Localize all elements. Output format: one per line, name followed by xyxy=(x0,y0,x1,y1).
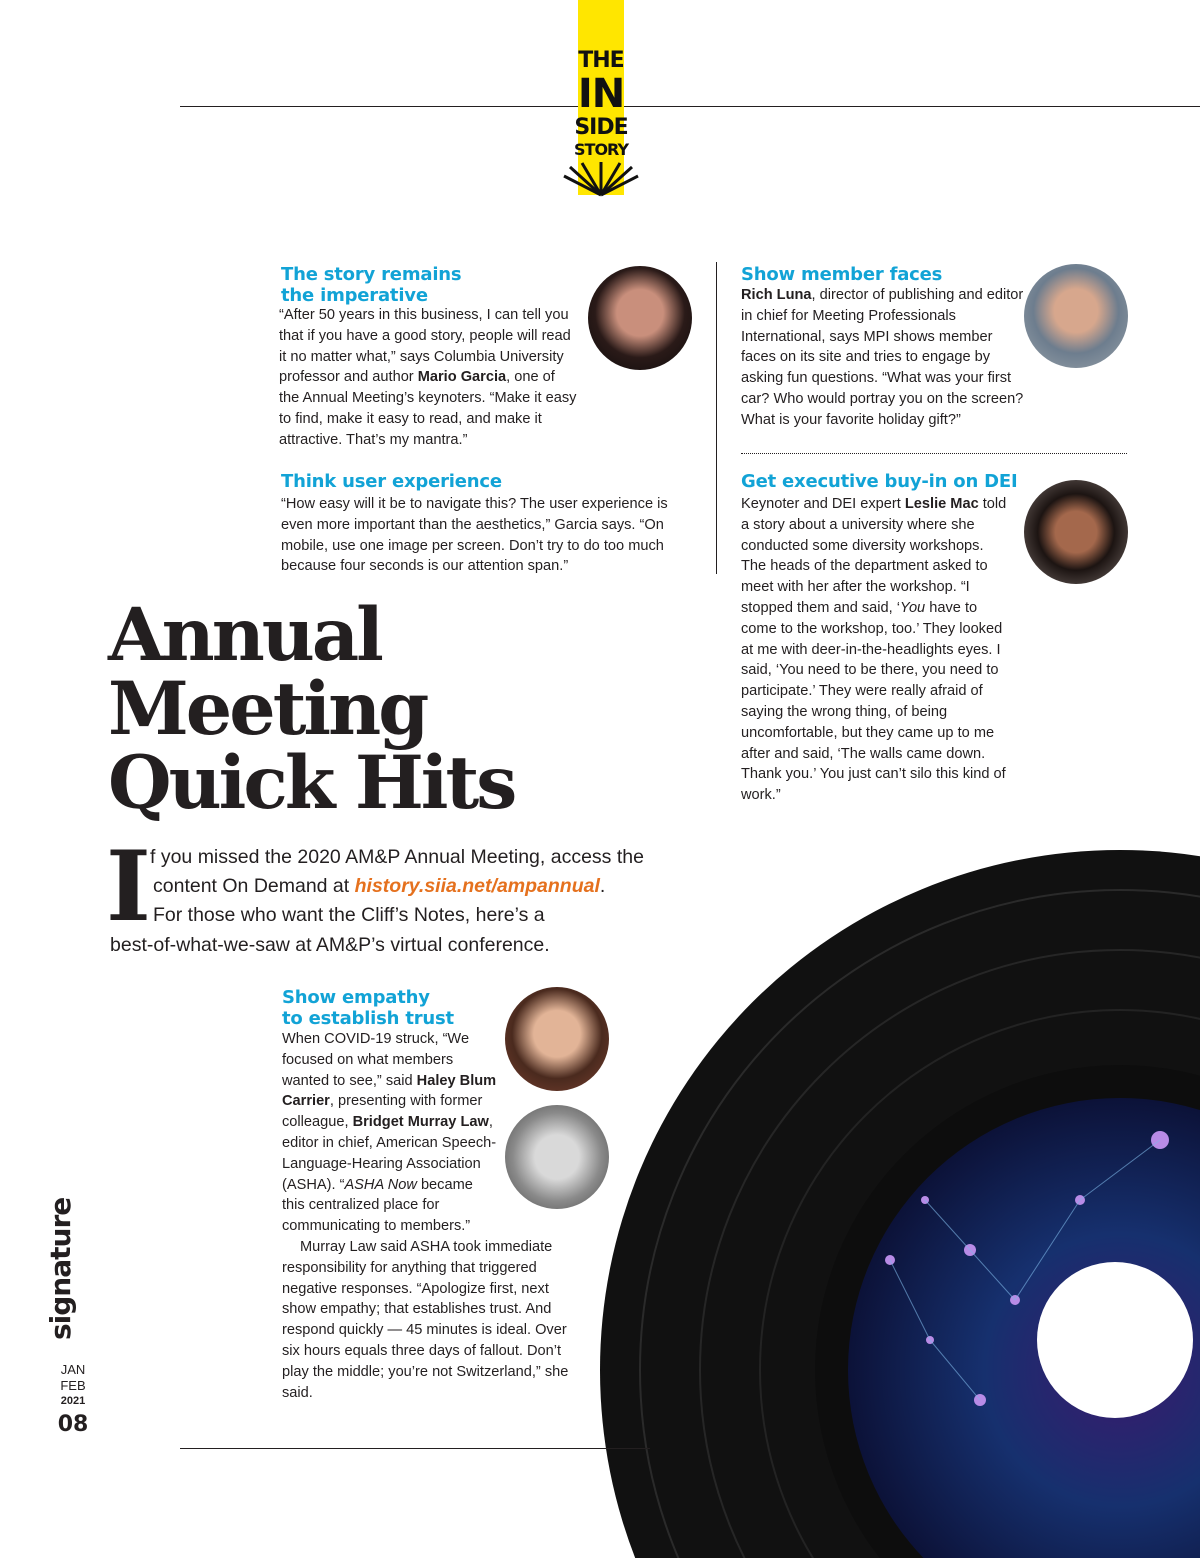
empathy-paragraph-2: Murray Law said ASHA took immediate responsibility for anything that triggered negative responses. “Apologize first, next show empathy; that establishes trust. And respond quickly — 45 minutes is ideal. Over six hours equals three days of fallout. Don’t play the middle; you’re not Switzerland,” she said. xyxy=(282,1238,569,1401)
column-divider xyxy=(716,262,717,574)
ux-heading: Think user experience xyxy=(281,471,502,492)
faces-heading: Show member faces xyxy=(741,264,943,285)
ampannual-link[interactable]: history.siia.net/ampannual xyxy=(354,875,600,897)
story-heading xyxy=(281,264,461,306)
empathy-name-1: Haley Blum Carrier xyxy=(282,1072,497,1110)
faces-body xyxy=(741,285,1131,431)
story-heading-line-2: the imperative xyxy=(281,285,428,306)
intro-line-2-text: content On Demand at xyxy=(153,875,355,897)
empathy-text-b: , presenting with former colleague, xyxy=(282,1093,483,1131)
intro-dropcap: I xyxy=(106,830,151,943)
empathy-heading-line-1: Show empathy xyxy=(282,987,430,1008)
story-heading-line-1: The story remains xyxy=(281,264,462,285)
header-rule-right xyxy=(624,106,1200,107)
dei-body xyxy=(741,494,1131,806)
footer-month-1: JAN xyxy=(60,1362,86,1377)
story-text-a: “After 50 years in this business, I can tell you that if you have a good story, people will read it no matter what,” says Columbia University professor and author xyxy=(279,307,571,386)
footer-year: 2021 xyxy=(60,1395,86,1407)
footer-rule xyxy=(180,1448,650,1449)
vinyl-record-image xyxy=(560,780,1200,1558)
signature-brand: signature xyxy=(44,1197,77,1340)
header-rule-left xyxy=(180,106,578,107)
title-line-1: Annual xyxy=(108,592,381,678)
logo-line-2: IN xyxy=(577,71,625,117)
empathy-text-d: became this centralized place for communicating to members.” xyxy=(282,1176,473,1235)
open-book-icon xyxy=(560,162,642,198)
dei-name: Leslie Mac xyxy=(904,496,979,512)
empathy-text-a: When COVID-19 struck, “We focused on what members wanted to see,” said xyxy=(282,1031,470,1089)
intro-line-3: For those who want the Cliff’s Notes, here’s a xyxy=(153,904,545,926)
empathy-heading-line-2: to establish trust xyxy=(282,1008,454,1029)
title-line-2: Meeting xyxy=(108,666,427,752)
title-line-3: Quick Hits xyxy=(108,740,515,826)
empathy-body xyxy=(282,1029,592,1403)
footer-month-2: FEB xyxy=(60,1378,86,1393)
dei-text-c: have to come to the workshop, too.’ They looked at me with deer-in-the-headlights eyes. I said, ‘You need to be there, you need to participate.’ They were really afraid of saying the wrong thing, of being uncomfortable, but they came up to me after and said, ‘The walls came down. Thank you.’ You just can’t silo this kind of work.” xyxy=(741,599,1006,804)
story-body xyxy=(279,305,679,451)
dei-heading: Get executive buy-in on DEI xyxy=(741,471,1018,492)
logo-line-1: THE xyxy=(578,48,624,73)
intro-line-1: f you missed the 2020 AM&P Annual Meeting, access the xyxy=(150,846,644,868)
intro-line-2 xyxy=(153,872,605,902)
section-separator xyxy=(741,453,1127,454)
ux-body: “How easy will it be to navigate this? The user experience is even more important than the aesthetics,” Garcia says. “On mobile, use one image per screen. Don’t try to do too much because four seconds is our attention span.” xyxy=(281,496,668,575)
page-title xyxy=(108,592,515,826)
intro-line-2-end: . xyxy=(599,875,606,897)
empathy-name-2: Bridget Murray Law xyxy=(352,1114,489,1131)
story-text-b: , one of the Annual Meeting’s keynoters. “Make it easy to find, make it easy to read, and make it attractive. That’s my mantra.” xyxy=(279,369,577,448)
dei-text-a: Keynoter and DEI expert xyxy=(741,496,905,512)
dei-em: You xyxy=(900,599,926,616)
logo-line-4: STORY xyxy=(574,140,629,159)
logo-line-3: SIDE xyxy=(574,115,628,140)
faces-text: , director of publishing and editor in chief for Meeting Professionals International, says MPI shows member faces on its site and tries to engage by asking fun questions. “What was your first car? Who would portray you on the screen? What is your favorite holiday gift?” xyxy=(741,287,1024,428)
intro-line-4: best-of-what-we-saw at AM&P’s virtual conference. xyxy=(110,934,550,956)
story-name: Mario Garcia xyxy=(417,369,507,386)
empathy-heading xyxy=(282,987,454,1029)
page-number: 08 xyxy=(57,1412,89,1437)
dei-text-b: told a story about a university where she conducted some diversity workshops. The heads of the department asked to meet with her after the workshop. “I stopped them and said, ‘ xyxy=(741,496,1007,616)
faces-name: Rich Luna xyxy=(741,287,812,303)
empathy-text-c: , editor in chief, American Speech-Language-Hearing Association (ASHA). “ xyxy=(282,1114,497,1193)
empathy-em: ASHA Now xyxy=(344,1176,417,1193)
